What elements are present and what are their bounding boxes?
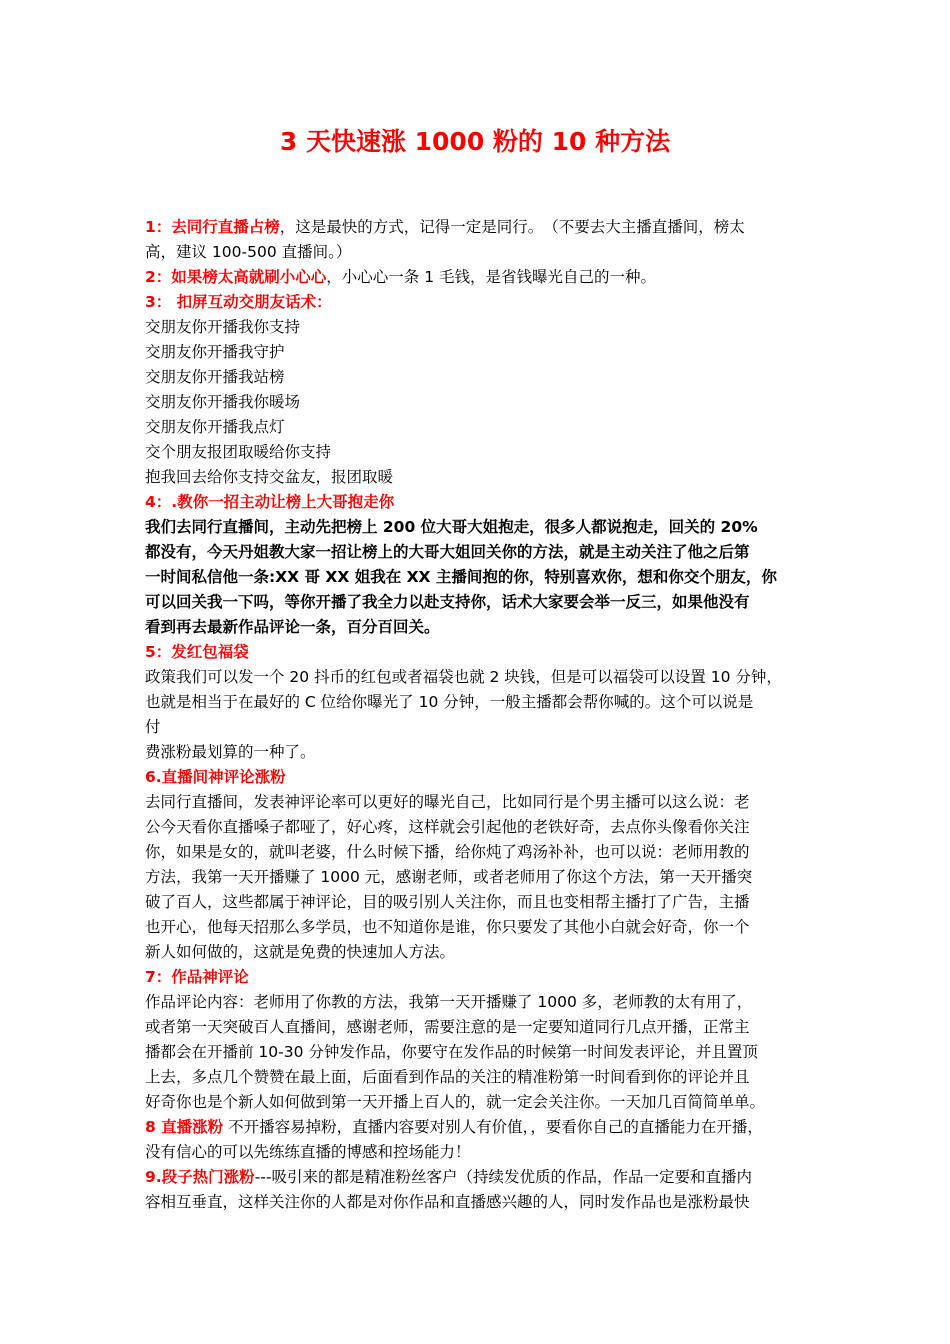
section-5-paragraph-line: 也就是相当于在最好的 C 位给你曝光了 10 分钟，一般主播都会帮你喊的。这个可以说是	[145, 693, 754, 711]
section-6-paragraph-line: 破了百人，这些都属于神评论，目的吸引别人关注你，而且也变相帮主播打了广告，主播	[145, 893, 750, 911]
section-9-line-1	[145, 1165, 815, 1190]
section-8-text: 不开播容易掉粉，直播内容要对别人有价值，，要看你自己的直播能力在开播，	[223, 1118, 763, 1136]
section-1-line-1	[145, 215, 815, 240]
section-4-paragraph-line: 都没有，今天丹姐教大家一招让榜上的大哥大姐回关你的方法，就是主动关注了他之后第	[145, 543, 750, 561]
document-body	[145, 215, 815, 1215]
section-5-paragraph-line: 付	[145, 718, 161, 736]
section-5-paragraph-line: 政策我们可以发一个 20 抖币的红包或者福袋也就 2 块钱，但是可以福袋可以设置 10 分钟，	[145, 668, 782, 686]
section-7-paragraph-line: 好奇你也是个新人如何做到第一天开播上百人的，就一定会关注你。一天加几百简简单单。	[145, 1093, 766, 1111]
section-4-paragraph-line: 我们去同行直播间，主动先把榜上 200 位大哥大姐抱走，很多人都说抱走，回关的 20%	[145, 518, 758, 536]
section-7-paragraph-line: 播都会在开播前 10-30 分钟发作品，你要守在发作品的时候第一时间发表评论，并且置顶	[145, 1043, 758, 1061]
section-6-paragraph-line: 新人如何做的，这就是免费的快速加人方法。	[145, 943, 456, 961]
section-8-heading: 8 直播涨粉	[145, 1118, 224, 1136]
script-line: 交个朋友报团取暖给你支持	[145, 443, 332, 461]
script-line: 交朋友你开播我你暖场	[145, 393, 301, 411]
script-line: 交朋友你开播我守护	[145, 343, 285, 361]
section-8-line-2: 没有信心的可以先练练直播的博感和控场能力！	[145, 1143, 471, 1161]
section-7-paragraph-line: 上去，多点几个赞赞在最上面，后面看到作品的关注的精准粉第一时间看到你的评论并且	[145, 1068, 750, 1086]
section-7-paragraph-line: 作品评论内容：老师用了你教的方法，我第一天开播赚了 1000 多，老师教的太有用了，	[145, 993, 753, 1011]
section-1-line-2: 高，建议 100-500 直播间。）	[145, 243, 352, 261]
section-9-text: ---吸引来的都是精准粉丝客户（持续发优质的作品，作品一定要和直播内	[254, 1168, 752, 1186]
section-6-heading: 6.直播间神评论涨粉	[145, 768, 286, 786]
script-line: 抱我回去给你支持交盆友，报团取暖	[145, 468, 394, 486]
section-5-paragraph-line: 费涨粉最划算的一种了。	[145, 743, 316, 761]
section-6-paragraph-line: 公今天看你直播嗓子都哑了，好心疼，这样就会引起他的老铁好奇，去点你头像看你关注	[145, 818, 750, 836]
section-2-heading: 2：如果榜太高就刷小心心	[145, 268, 327, 286]
section-9-line-2: 容相互垂直，这样关注你的人都是对你作品和直播感兴趣的人，同时发作品也是涨粉最快	[145, 1193, 750, 1211]
page-title: 3 天快速涨 1000 粉的 10 种方法	[279, 127, 671, 156]
section-7-paragraph-line: 或者第一天突破百人直播间，感谢老师，需要注意的是一定要知道同行几点开播，正常主	[145, 1018, 750, 1036]
section-1-heading: 1：去同行直播占榜	[145, 218, 280, 236]
section-5-heading: 5：发红包福袋	[145, 643, 249, 661]
section-6-paragraph-line: 方法，我第一天开播赚了 1000 元，感谢老师，或者老师用了你这个方法，第一天开播突	[145, 868, 753, 886]
section-9-heading: 9.段子热门涨粉	[145, 1168, 255, 1186]
section-6-paragraph-line: 也开心，他每天招那么多学员，也不知道你是谁，你只要发了其他小白就会好奇，你一个	[145, 918, 750, 936]
section-2-text: ，小心心一条 1 毛钱，是省钱曝光自己的一种。	[326, 268, 657, 286]
section-8-line-1	[145, 1115, 815, 1140]
section-4-paragraph-line: 看到再去最新作品评论一条，百分百回关。	[145, 618, 440, 636]
section-7-heading: 7：作品神评论	[145, 968, 249, 986]
section-6-paragraph-line: 你，如果是女的，就叫老婆，什么时候下播，给你炖了鸡汤补补，也可以说：老师用教的	[145, 843, 750, 861]
script-line: 交朋友你开播我站榜	[145, 368, 285, 386]
script-line: 交朋友你开播我你支持	[145, 318, 301, 336]
section-4-paragraph-line: 一时间私信他一条:XX 哥 XX 姐我在 XX 主播间抱的你，特别喜欢你，想和你交个朋友，你	[145, 568, 777, 586]
script-line: 交朋友你开播我点灯	[145, 418, 285, 436]
section-6-paragraph-line: 去同行直播间，发表神评论率可以更好的曝光自己，比如同行是个男主播可以这么说：老	[145, 793, 750, 811]
section-1-text: ，这是最快的方式，记得一定是同行。 （不要去大主播直播间，榜太	[279, 218, 745, 236]
section-4-paragraph-line: 可以回关我一下吗，等你开播了我全力以赴支持你，话术大家要会举一反三，如果他没有	[145, 593, 750, 611]
section-2-line-1	[145, 265, 815, 290]
section-3-heading: 3： 扣屏互动交朋友话术：	[145, 293, 332, 311]
section-4-heading: 4：.教你一招主动让榜上大哥抱走你	[145, 493, 395, 511]
